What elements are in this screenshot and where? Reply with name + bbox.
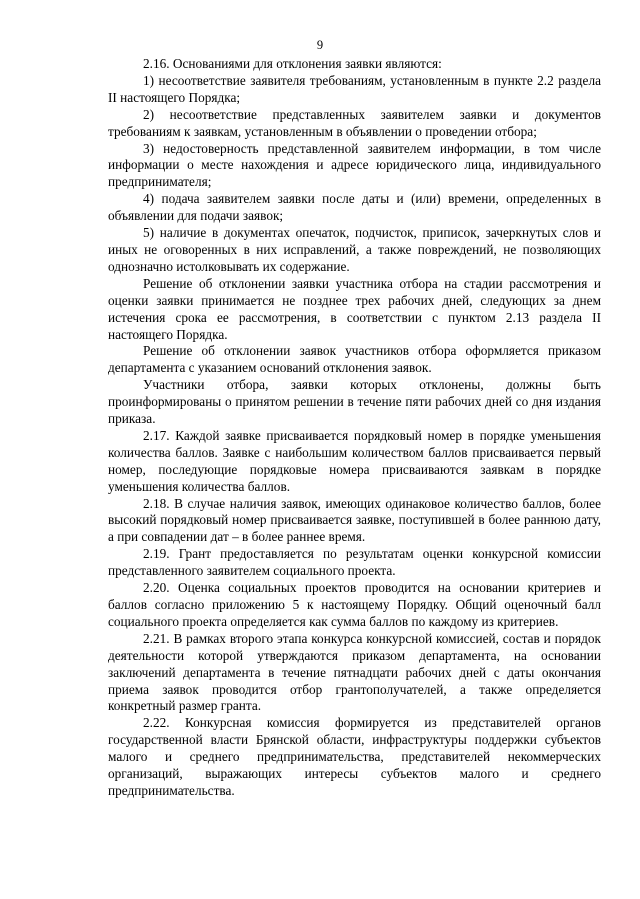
paragraph-2-16: 2.16. Основаниями для отклонения заявки являются: xyxy=(143,56,442,71)
document-body xyxy=(108,56,601,800)
paragraph-2-19: 2.19. Грант предоставляется по результатам оценки конкурсной комиссии представленного заявителем социального проекта. xyxy=(108,546,601,579)
paragraph-participants-informed: Участники отбора, заявки которых отклонены, должны быть проинформированы о принятом решении в течение пяти рабочих дней со дня издания приказа. xyxy=(108,377,601,427)
list-item-1: 1) несоответствие заявителя требованиям, установленным в пункте 2.2 раздела II настоящего Порядка; xyxy=(108,72,601,105)
paragraph-2-21: 2.21. В рамках второго этапа конкурса конкурсной комиссией, состав и порядок деятельности которой утверждаются приказом департамента, на основании заключений департамента в течение пятнадцати рабочих дней с даты окончания приема заявок проводится отбор грантополучателей, а также определяется конкретный размер гранта. xyxy=(108,630,601,714)
list-item-4: 4) подача заявителем заявки после даты и (или) времени, определенных в объявлении для подачи заявок; xyxy=(108,191,601,224)
paragraph-2-18: 2.18. В случае наличия заявок, имеющих одинаковое количество баллов, более высокий порядковый номер присваивается заявке, поступившей в более раннюю дату, а при совпадении дат – в более раннее время. xyxy=(108,495,601,545)
paragraph-decision-order: Решение об отклонении заявок участников отбора оформляется приказом департамента с указанием оснований отклонения заявок. xyxy=(108,343,601,376)
list-item-2: 2) несоответствие представленных заявителем заявки и документов требованиям к заявкам, установленным в объявлении о проведении отбора; xyxy=(108,106,601,139)
paragraph-2-22: 2.22. Конкурсная комиссия формируется из представителей органов государственной власти Брянской области, инфраструктуры поддержки субъектов малого и среднего предпринимательства, представителей некоммерческих организаций, выражающих интересы субъектов малого и среднего предпринимательства. xyxy=(108,715,601,798)
list-item-5: 5) наличие в документах опечаток, подчисток, приписок, зачеркнутых слов и иных не оговоренных в них исправлений, а также повреждений, не позволяющих однозначно истолковывать их содержание. xyxy=(108,225,601,274)
paragraph-2-20: 2.20. Оценка социальных проектов проводится на основании критериев и баллов согласно приложению 5 к настоящему Порядку. Общий оценочный балл социального проекта определяется как сумма баллов по каждому из критериев. xyxy=(108,580,601,629)
paragraph-decision-rejection: Решение об отклонении заявки участника отбора на стадии рассмотрения и оценки заявки принимается не позднее трех рабочих дней, следующих за днем истечения срока ее рассмотрения, в соответствии с пунктом 2.13 раздела II настоящего Порядка. xyxy=(108,275,601,342)
page-number: 9 xyxy=(316,38,324,52)
paragraph-2-17: 2.17. Каждой заявке присваивается порядковый номер в порядке уменьшения количества баллов. Заявке с наибольшим количеством баллов присваивается первый номер, последующие порядковые номера присваиваются заявкам в порядке уменьшения количества баллов. xyxy=(108,427,601,494)
list-item-3: 3) недостоверность представленной заявителем информации, в том числе информации о месте нахождения и адресе юридического лица, индивидуального предпринимателя; xyxy=(108,140,601,190)
